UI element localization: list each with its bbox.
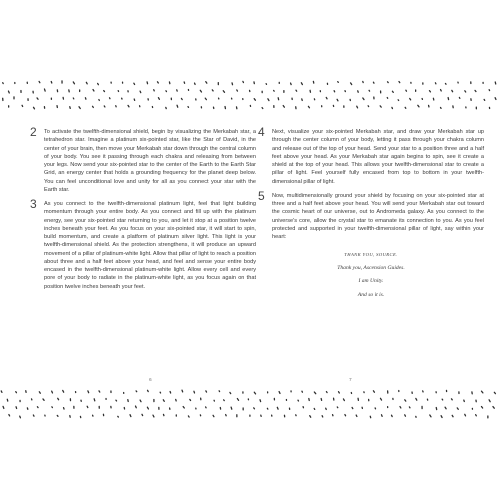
pattern-dot [188, 107, 189, 108]
pattern-dot [254, 408, 255, 409]
pattern-dot [148, 390, 149, 391]
pattern-dot [166, 91, 167, 92]
pattern-dot [465, 91, 466, 92]
pattern-dot [405, 400, 406, 401]
pattern-dot [357, 106, 358, 108]
pattern-dot [452, 415, 453, 416]
pattern-dot [130, 415, 131, 417]
pattern-dot [142, 414, 143, 415]
pattern-dot [140, 91, 141, 92]
pattern-dot [254, 99, 255, 101]
pattern-dot [243, 81, 244, 82]
prayer-line: I am Unity. [358, 278, 384, 285]
pattern-dot [435, 83, 436, 84]
pattern-dot [352, 407, 353, 408]
pattern-dot [63, 390, 64, 392]
pattern-dot [398, 100, 399, 101]
pattern-dot [314, 392, 315, 394]
pattern-dot [465, 414, 466, 416]
pattern-dot [237, 90, 238, 91]
pattern-dot [268, 99, 269, 101]
pattern-dot [484, 99, 485, 100]
pattern-dot [195, 83, 196, 84]
pattern-dot [351, 83, 352, 85]
step-number: 5 [258, 188, 265, 203]
pattern-dot [441, 416, 442, 418]
pattern-dot [181, 98, 182, 99]
pattern-dot [231, 407, 232, 409]
pattern-dot [88, 391, 89, 393]
pattern-dot [104, 91, 105, 92]
pattern-dot [260, 400, 261, 402]
pattern-dot [326, 97, 327, 98]
pattern-dot [52, 391, 53, 393]
page-number-left: 6 [149, 378, 152, 383]
pattern-dot [230, 392, 231, 393]
pattern-dot [429, 91, 430, 92]
pattern-dot [296, 90, 297, 91]
pattern-dot [410, 98, 411, 99]
pattern-dot [445, 407, 446, 409]
pattern-dot [93, 90, 94, 91]
pattern-dot [157, 82, 158, 83]
pattern-dot [1, 391, 2, 392]
pattern-dot [3, 406, 4, 408]
pattern-dot [39, 81, 40, 82]
pattern-dot [134, 83, 135, 84]
pattern-dot [326, 392, 327, 393]
pattern-dot [494, 392, 495, 393]
step-3 [30, 197, 256, 291]
pattern-dot [279, 392, 280, 394]
pattern-dot [52, 407, 53, 408]
pattern-dot [79, 107, 80, 109]
pattern-dot [116, 400, 117, 401]
pattern-dot [338, 82, 339, 83]
pattern-dot [291, 83, 292, 85]
pattern-dot [16, 407, 17, 409]
pattern-dot [452, 90, 453, 91]
pattern-dot [373, 82, 374, 83]
pattern-dot [9, 415, 10, 416]
pattern-dot [206, 82, 207, 84]
pattern-dot [416, 398, 417, 400]
dot-pattern-top [0, 79, 500, 113]
pattern-dot [73, 82, 74, 84]
pattern-dot [163, 400, 164, 402]
pattern-dot [368, 106, 369, 107]
pattern-dot [153, 415, 154, 417]
pattern-dot [482, 391, 483, 393]
pattern-dot [39, 392, 40, 393]
pattern-dot [51, 82, 52, 83]
pattern-dot [399, 82, 400, 83]
pattern-dot [34, 107, 35, 109]
pattern-dot [170, 392, 171, 393]
pattern-dot [380, 398, 381, 400]
pattern-dot [237, 399, 238, 401]
left-page [30, 125, 256, 297]
pattern-dot [33, 415, 34, 416]
step-number: 4 [258, 125, 265, 139]
pattern-dot [441, 90, 442, 91]
pattern-dot [339, 392, 340, 393]
pattern-dot [392, 91, 393, 92]
page-number-right: 7 [349, 378, 352, 383]
pattern-dot [93, 106, 94, 107]
pattern-dot [363, 98, 364, 100]
prayer-line: Thank you, Ascension Guides. [337, 264, 405, 271]
pattern-dot [44, 89, 45, 91]
pattern-dot [382, 415, 383, 417]
pattern-dot [451, 399, 452, 400]
pattern-dot [418, 105, 419, 107]
pattern-dot [206, 391, 207, 392]
pattern-dot [140, 400, 141, 402]
pattern-dot [94, 399, 95, 401]
step-text: Now, multidimensionally ground your shield by focusing on your six-pointed star at three and a half feet above your head. You will send your Merkabah star out toward the cosmic heart of our universe, out to Andromeda galaxy. As you connect to the universe's core, allow the crystal star to emanate its connection to you. As you feel protected and supported in your twelfth-dimensional pillar of light, say within your heart: [272, 192, 484, 240]
pattern-dot [43, 399, 44, 400]
pattern-dot [194, 391, 195, 393]
pattern-dot [254, 392, 255, 394]
pattern-dot [345, 415, 346, 416]
pattern-dot [314, 408, 315, 409]
pattern-dot [224, 400, 225, 401]
pattern-dot [158, 98, 159, 100]
step-2 [30, 125, 256, 194]
pattern-dot [298, 400, 299, 401]
pattern-dot [136, 406, 137, 408]
pattern-dot [301, 83, 302, 85]
pattern-dot [20, 416, 21, 418]
pattern-dot [489, 400, 490, 402]
pattern-dot [147, 407, 148, 409]
prayer-line: THANK YOU, SOURCE. [344, 252, 398, 258]
pattern-dot [334, 91, 335, 92]
pattern-dot [200, 90, 201, 92]
pattern-dot [388, 82, 389, 83]
pattern-dot [405, 415, 406, 416]
pattern-dot [58, 398, 59, 399]
prayer-line: And so it is. [357, 291, 385, 298]
step-text: As you connect to the twelfth-dimensional platinum light, feel that light building momentum through your entire body. As you connect and fill up with the platinum energy, see your six-pointed star returning to you, and let it stop at a position twelve inches beneath your feet. As you focus on your six-pointed star, it will start to spin, build momentum, and create a platform of platinum silver light. This light is your twelfth-dimensional shield. As the protection strengthens, it will produce an upward movement of a pillar of platinum-white light. Allow that pillar of light to reach a position about three and a half feet above your head, and feel and sense your entire body encased in the twelfth-dimensional platinum-white light. Allow every cell and every pore of your body to radiate in the platinum-white light, as you focus again on that position twelve inches beneath your feet. [44, 201, 256, 290]
prayer-block [258, 251, 484, 299]
pattern-dot [37, 98, 38, 99]
pattern-dot [475, 90, 476, 91]
pattern-dot [495, 98, 496, 100]
pattern-dot [212, 90, 213, 91]
pattern-dot [223, 91, 224, 93]
pattern-dot [213, 415, 214, 416]
pattern-dot [104, 106, 105, 107]
pattern-dot [57, 415, 58, 416]
pattern-dot [337, 99, 338, 100]
pattern-dot [481, 407, 482, 409]
pattern-dot [373, 391, 374, 392]
pattern-dot [136, 391, 137, 392]
pattern-dot [457, 408, 458, 409]
step-text: To activate the twelfth-dimensional shield, begin by visualizing the Merkabah star, a tetrahedron star. Imagine a platinum six-pointed star, like the Star of David, in the center of your brain, then move your Merkabah star down through the central column of your body. You see it passing through each chakra and releasing from between your legs. Now send your six-pointed star to the center of the Earth to the Earth Star Grid, an energy center that holds a grounding frequency for the planet deep below. You can feel unconditional love and unity for all as you connect your star with the Earth star. [44, 129, 256, 193]
pattern-dot [98, 83, 99, 84]
step-4 [258, 125, 484, 186]
step-number: 2 [30, 125, 37, 139]
pattern-dot [441, 107, 442, 108]
pattern-dot [99, 391, 100, 392]
pattern-dot [86, 82, 87, 84]
pattern-dot [380, 106, 381, 107]
pattern-dot [405, 107, 406, 108]
pattern-dot [262, 108, 263, 109]
step-number: 3 [30, 197, 37, 211]
pattern-dot [154, 90, 155, 91]
pattern-dot [337, 407, 338, 408]
pattern-dot [182, 390, 183, 392]
pattern-dot [493, 407, 494, 409]
step-text: Next, visualize your six-pointed Merkabah star, and draw your Merkabah star up through the center column of your body, letting it pass through your chakra column and release out of the top of your head. Send your star to a position three and a half feet above your head. As your Merkabah star again begins to spin, see it create a shield at the top of your head. This allows your twelfth-dimensional star to create a pillar of light. Feel yourself fully encased from top to bottom in your twelfth-dimensional pillar of light. [272, 129, 484, 185]
pattern-dot [356, 415, 357, 416]
pattern-dot [188, 416, 189, 417]
pattern-dot [392, 107, 393, 108]
pattern-dot [8, 91, 9, 93]
pattern-dot [87, 406, 88, 407]
pattern-dot [369, 90, 370, 91]
right-page [258, 125, 484, 305]
pattern-dot [442, 399, 443, 400]
pattern-dot [400, 407, 401, 408]
pattern-dot [464, 400, 465, 401]
pattern-dot [326, 408, 327, 409]
pattern-dot [16, 392, 17, 393]
pattern-dot [310, 416, 311, 418]
pattern-dot [476, 415, 477, 416]
pattern-dot [322, 416, 323, 417]
pattern-dot [406, 90, 407, 91]
pattern-dot [183, 407, 184, 408]
pattern-dot [37, 407, 38, 408]
step-5 [258, 188, 484, 242]
pattern-dot [177, 105, 178, 107]
pattern-dot [308, 106, 309, 107]
pattern-dot [190, 399, 191, 400]
pattern-dot [445, 83, 446, 84]
pattern-dot [128, 105, 129, 106]
pattern-dot [22, 105, 23, 106]
pattern-dot [118, 416, 119, 417]
pattern-dot [358, 91, 359, 92]
pattern-dot [392, 415, 393, 416]
pattern-dot [409, 407, 410, 408]
pattern-dot [277, 407, 278, 409]
pattern-dot [64, 408, 65, 409]
pattern-dot [343, 399, 344, 401]
dot-pattern-bottom [0, 388, 500, 422]
pattern-dot [430, 415, 431, 417]
pattern-dot [205, 98, 206, 99]
pattern-dot [283, 106, 284, 108]
